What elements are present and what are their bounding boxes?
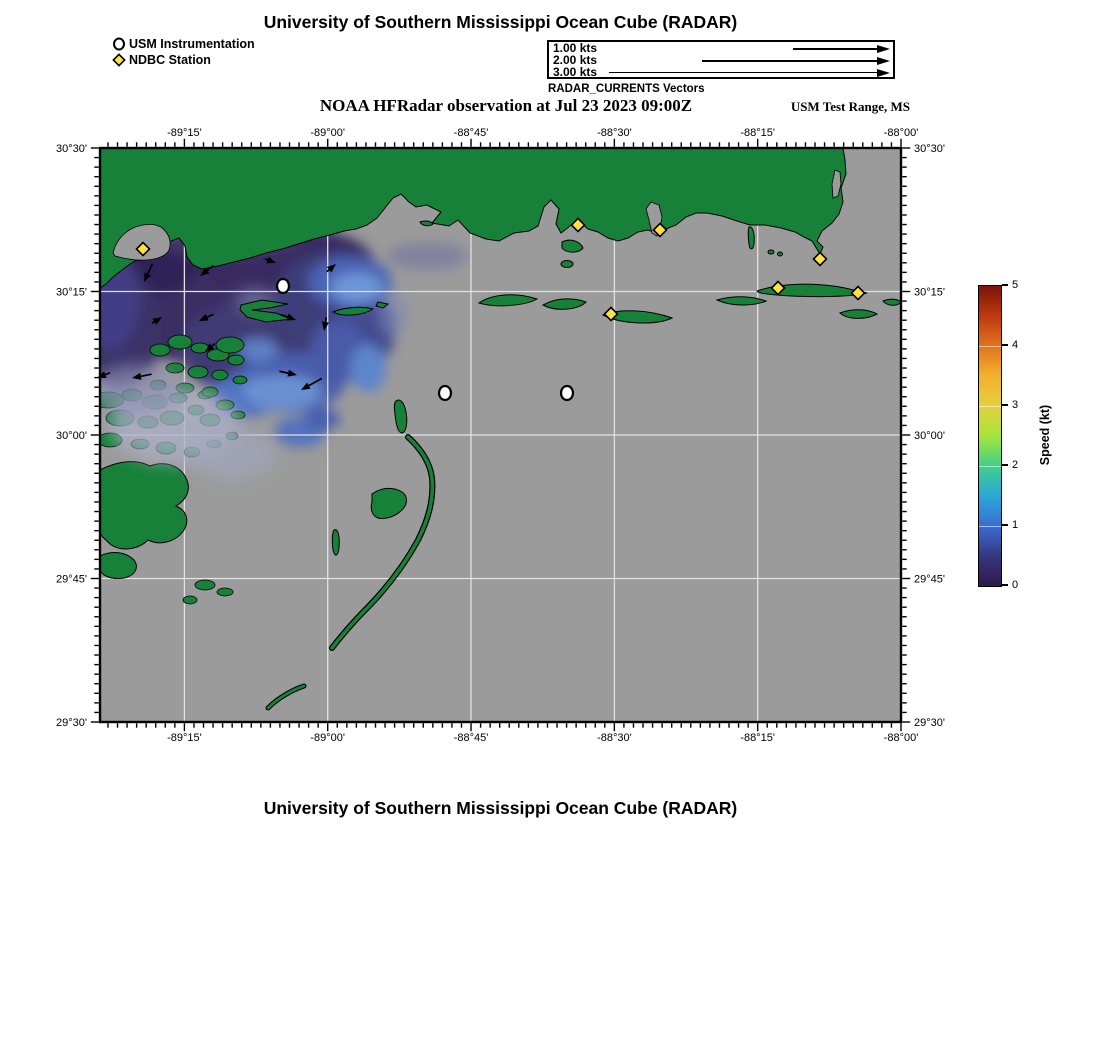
- page-title: University of Southern Mississippi Ocean Cube (RADAR): [263, 12, 738, 32]
- colorbar-gridline: [979, 346, 1001, 347]
- colorbar-tick: [1002, 584, 1008, 586]
- speed-patch: [304, 408, 340, 430]
- lat-tick-label: 29°45': [914, 573, 945, 586]
- lat-tick-label: 30°15': [914, 286, 945, 299]
- lon-tick-label: -88°15': [740, 732, 776, 744]
- lon-tick-label: -88°45': [453, 732, 489, 744]
- colorbar-tick-label: 1: [1012, 519, 1019, 531]
- lat-tick-label: 29°30': [56, 717, 87, 729]
- island: [768, 250, 774, 254]
- lat-tick-label: 30°00': [914, 430, 945, 442]
- vector-scale-label: 2.00 kts: [553, 52, 598, 67]
- colorbar-tick: [1002, 524, 1008, 526]
- speed-patch: [242, 375, 322, 409]
- lon-tick-label: -88°45': [453, 127, 489, 139]
- colorbar-gridline: [979, 526, 1001, 527]
- colorbar-tick: [1002, 344, 1008, 346]
- island: [561, 261, 573, 268]
- lat-tick-label: 30°00': [56, 430, 87, 442]
- speed-colorbar: [978, 285, 1002, 587]
- vector-scale-caption: RADAR_CURRENTS Vectors: [548, 83, 705, 95]
- colorbar-axis-label: Speed (kt): [1038, 404, 1052, 466]
- speed-patch: [187, 430, 277, 480]
- vector-scale-label: 1.00 kts: [553, 41, 598, 55]
- colorbar-tick: [1002, 404, 1008, 406]
- lat-tick-label: 30°30': [914, 143, 945, 155]
- region-label: USM Test Range, MS: [790, 99, 910, 114]
- lat-tick-label: 30°30': [56, 143, 87, 155]
- lon-tick-label: -88°00': [883, 732, 919, 744]
- colorbar-tick-label: 2: [1012, 459, 1019, 471]
- lon-tick-label: -89°15': [167, 732, 202, 744]
- speed-patch: [331, 273, 383, 303]
- speed-patch: [350, 344, 386, 392]
- lon-tick-label: -89°15': [167, 127, 202, 139]
- colorbar-tick-label: 3: [1012, 399, 1019, 411]
- lon-tick-label: -88°15': [740, 127, 776, 139]
- lat-tick-label: 29°30': [914, 717, 945, 729]
- lon-tick-label: -89°00': [310, 732, 346, 744]
- lon-tick-label: -88°30': [597, 732, 632, 744]
- observation-subtitle: NOAA HFRadar observation at Jul 23 2023 09:00Z: [319, 96, 693, 115]
- island: [748, 227, 754, 249]
- colorbar-tick: [1002, 464, 1008, 466]
- island: [778, 252, 783, 256]
- speed-patch: [377, 293, 409, 337]
- colorbar-gridline: [979, 406, 1001, 407]
- speed-patch: [388, 242, 468, 270]
- current-vector-shaft: [325, 317, 326, 322]
- colorbar-tick-label: 5: [1012, 279, 1019, 291]
- legend-item-label: NDBC Station: [129, 52, 211, 67]
- lon-tick-label: -88°00': [883, 127, 919, 139]
- footer-title: University of Southern Mississippi Ocean Cube (RADAR): [263, 798, 738, 818]
- usm-station-marker: [277, 279, 289, 293]
- marsh-patch: [100, 462, 188, 549]
- lon-tick-label: -89°00': [310, 127, 346, 139]
- colorbar-tick: [1002, 284, 1008, 286]
- island: [332, 530, 339, 555]
- lon-tick-label: -88°30': [597, 127, 632, 139]
- usm-station-marker: [561, 386, 573, 400]
- usm-station-marker: [439, 386, 451, 400]
- legend-item-label: USM Instrumentation: [129, 36, 255, 51]
- colorbar-tick-label: 0: [1012, 579, 1019, 591]
- colorbar-gridline: [979, 466, 1001, 467]
- colorbar-tick-label: 4: [1012, 339, 1019, 351]
- lat-tick-label: 30°15': [56, 286, 87, 299]
- vector-scale-label: 3.00 kts: [553, 64, 598, 79]
- lat-tick-label: 29°45': [56, 573, 87, 586]
- current-vector-shaft: [265, 259, 268, 260]
